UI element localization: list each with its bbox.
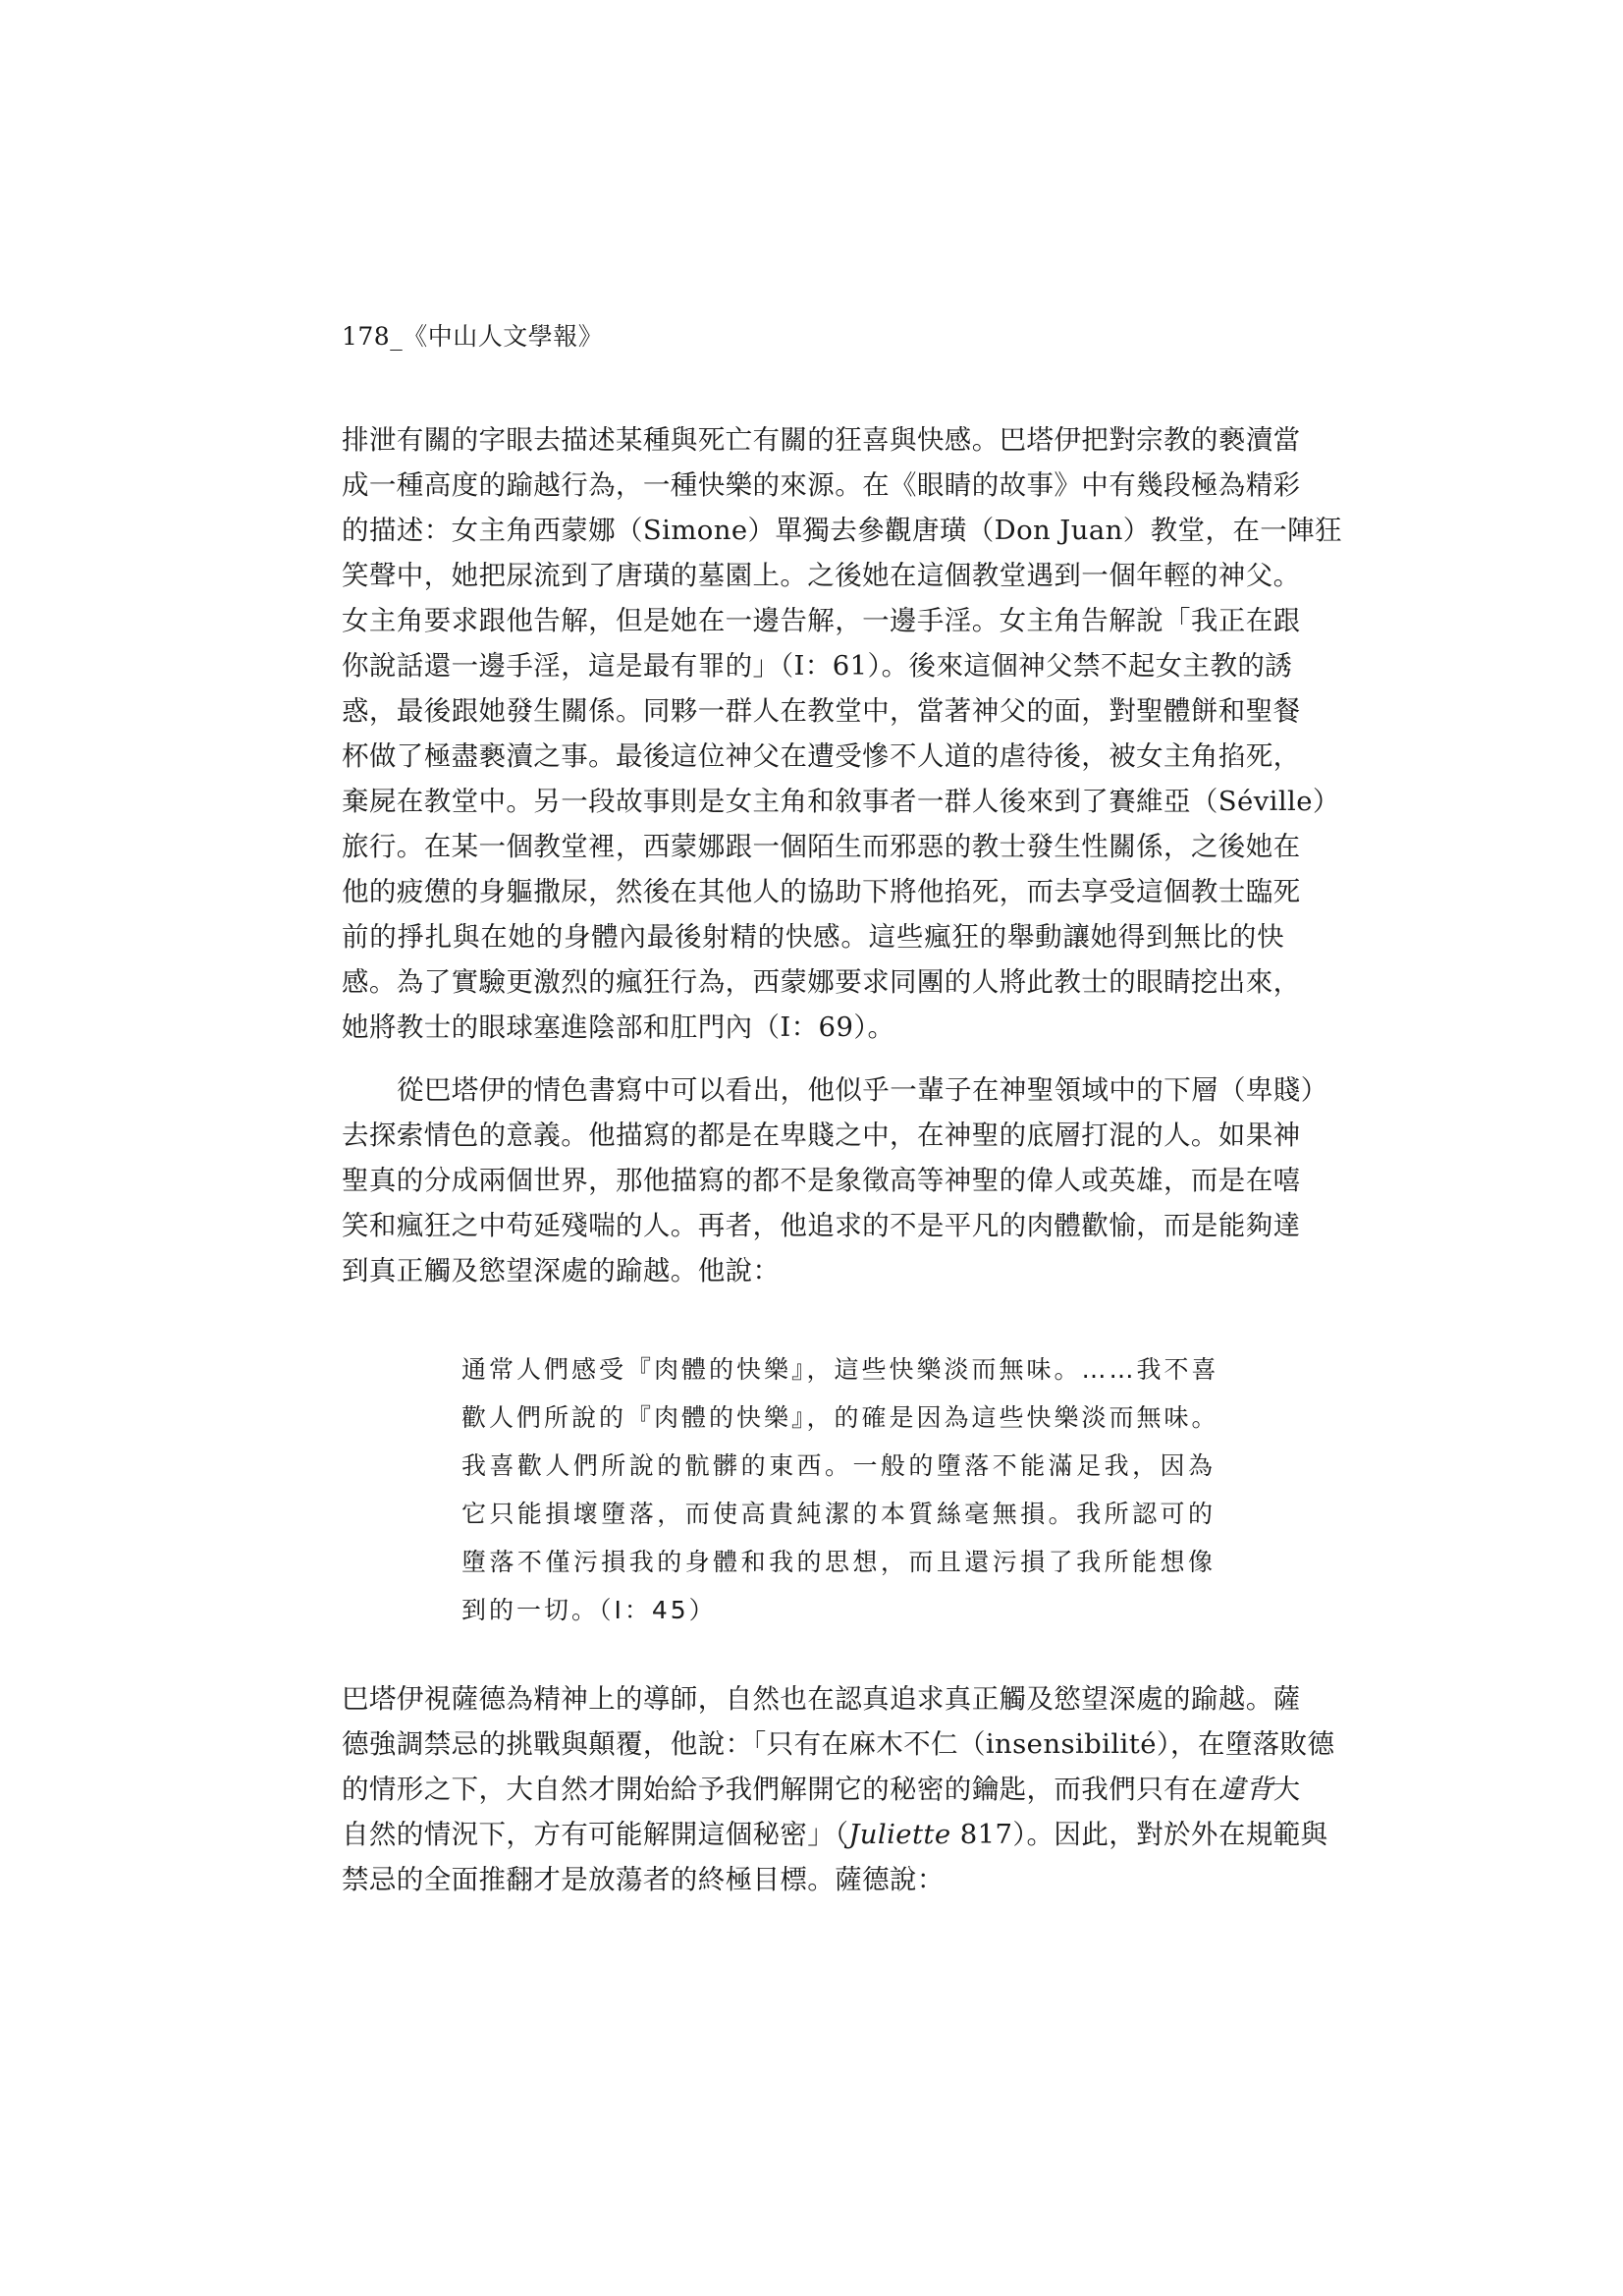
text-line: 惑，最後跟她發生關係。同夥一群人在教堂中，當著神父的面，對聖體餅和聖餐 (342, 695, 1301, 727)
quote-line: 墮落不僅污損我的身體和我的思想，而且還污損了我所能想像 (461, 1548, 1216, 1576)
text-segment: 817）。因此，對於外在規範與 (950, 1819, 1328, 1850)
paragraph-bataille-story-of-the-eye (342, 417, 1342, 1050)
text-segment: 自然的情況下，方有可能解開這個秘密」（ (342, 1819, 849, 1850)
quote-line: 到的一切。（I：45） (461, 1596, 717, 1624)
text-line: 女主角要求跟他告解，但是她在一邊告解，一邊手淫。女主角告解說「我正在跟 (342, 605, 1301, 636)
running-head: 178_《中山人文學報》 (342, 322, 604, 351)
text-line: 杯做了極盡褻瀆之事。最後這位神父在遭受慘不人道的虐待後，被女主角掐死， (342, 740, 1301, 772)
text-line: 她將教士的眼球塞進陰部和肛門內（I：69）。 (342, 1011, 895, 1043)
text-line (342, 1767, 1301, 1812)
text-line: 笑和瘋狂之中苟延殘喘的人。再者，他追求的不是平凡的肉體歡愉，而是能夠達 (342, 1210, 1301, 1241)
emphasis-text: 違背 (1217, 1774, 1273, 1805)
text-line: 的描述：女主角西蒙娜（Simone）單獨去參觀唐璜（Don Juan）教堂，在一陣狂 (342, 515, 1342, 546)
text-segment: 的情形之下，大自然才開始給予我們解開它的秘密的鑰匙，而我們只有在 (342, 1774, 1218, 1805)
quote-line: 通常人們感受『肉體的快樂』，這些快樂淡而無味。……我不喜 (461, 1355, 1219, 1384)
text-line: 到真正觸及慾望深處的踰越。他說： (342, 1255, 781, 1286)
text-line: 從巴塔伊的情色書寫中可以看出，他似乎一輩子在神聖領域中的下層（卑賤） (397, 1074, 1328, 1106)
text-line: 禁忌的全面推翻才是放蕩者的終極目標。薩德說： (342, 1864, 945, 1895)
text-line: 巴塔伊視薩德為精神上的導師，自然也在認真追求真正觸及慾望深處的踰越。薩 (342, 1683, 1301, 1715)
quote-line: 我喜歡人們所說的骯髒的東西。一般的墮落不能滿足我，因為 (461, 1451, 1216, 1480)
text-line: 去探索情色的意義。他描寫的都是在卑賤之中，在神聖的底層打混的人。如果神 (342, 1120, 1301, 1151)
text-line: 他的疲憊的身軀撒尿，然後在其他人的協助下將他掐死，而去享受這個教士臨死 (342, 876, 1301, 907)
text-line: 旅行。在某一個教堂裡，西蒙娜跟一個陌生而邪惡的教士發生性關係，之後她在 (342, 831, 1301, 862)
text-line: 棄屍在教堂中。另一段故事則是女主角和敘事者一群人後來到了賽維亞（Séville） (342, 786, 1340, 817)
quote-line: 歡人們所說的『肉體的快樂』，的確是因為這些快樂淡而無味。 (461, 1403, 1219, 1432)
block-quote (461, 1345, 1219, 1634)
paragraph-sade (342, 1676, 1335, 1902)
text-line: 笑聲中，她把尿流到了唐璜的墓園上。之後她在這個教堂遇到一個年輕的神父。 (342, 560, 1301, 591)
text-line (342, 1812, 1328, 1857)
text-line: 聖真的分成兩個世界，那他描寫的都不是象徵高等神聖的偉人或英雄，而是在嘻 (342, 1165, 1301, 1196)
text-line: 感。為了實驗更激烈的瘋狂行為，西蒙娜要求同團的人將此教士的眼睛挖出來， (342, 966, 1301, 998)
text-line: 前的掙扎與在她的身體內最後射精的快感。這些瘋狂的舉動讓她得到無比的快 (342, 921, 1284, 953)
text-line: 德強調禁忌的挑戰與顛覆，他說：「只有在麻木不仁（insensibilité），在墮落敗德 (342, 1728, 1335, 1760)
text-segment: 大 (1272, 1774, 1301, 1805)
text-line: 成一種高度的踰越行為，一種快樂的來源。在《眼睛的故事》中有幾段極為精彩 (342, 469, 1301, 501)
text-line: 你說話還一邊手淫，這是最有罪的」（I：61）。後來這個神父禁不起女主教的誘 (342, 650, 1293, 682)
text-line: 排泄有關的字眼去描述某種與死亡有關的狂喜與快感。巴塔伊把對宗教的褻瀆當 (342, 424, 1301, 456)
work-title: Juliette (848, 1819, 951, 1850)
quote-line: 它只能損壞墮落，而使高貴純潔的本質絲毫無損。我所認可的 (461, 1500, 1216, 1528)
paragraph-erotic-writing (342, 1067, 1328, 1293)
